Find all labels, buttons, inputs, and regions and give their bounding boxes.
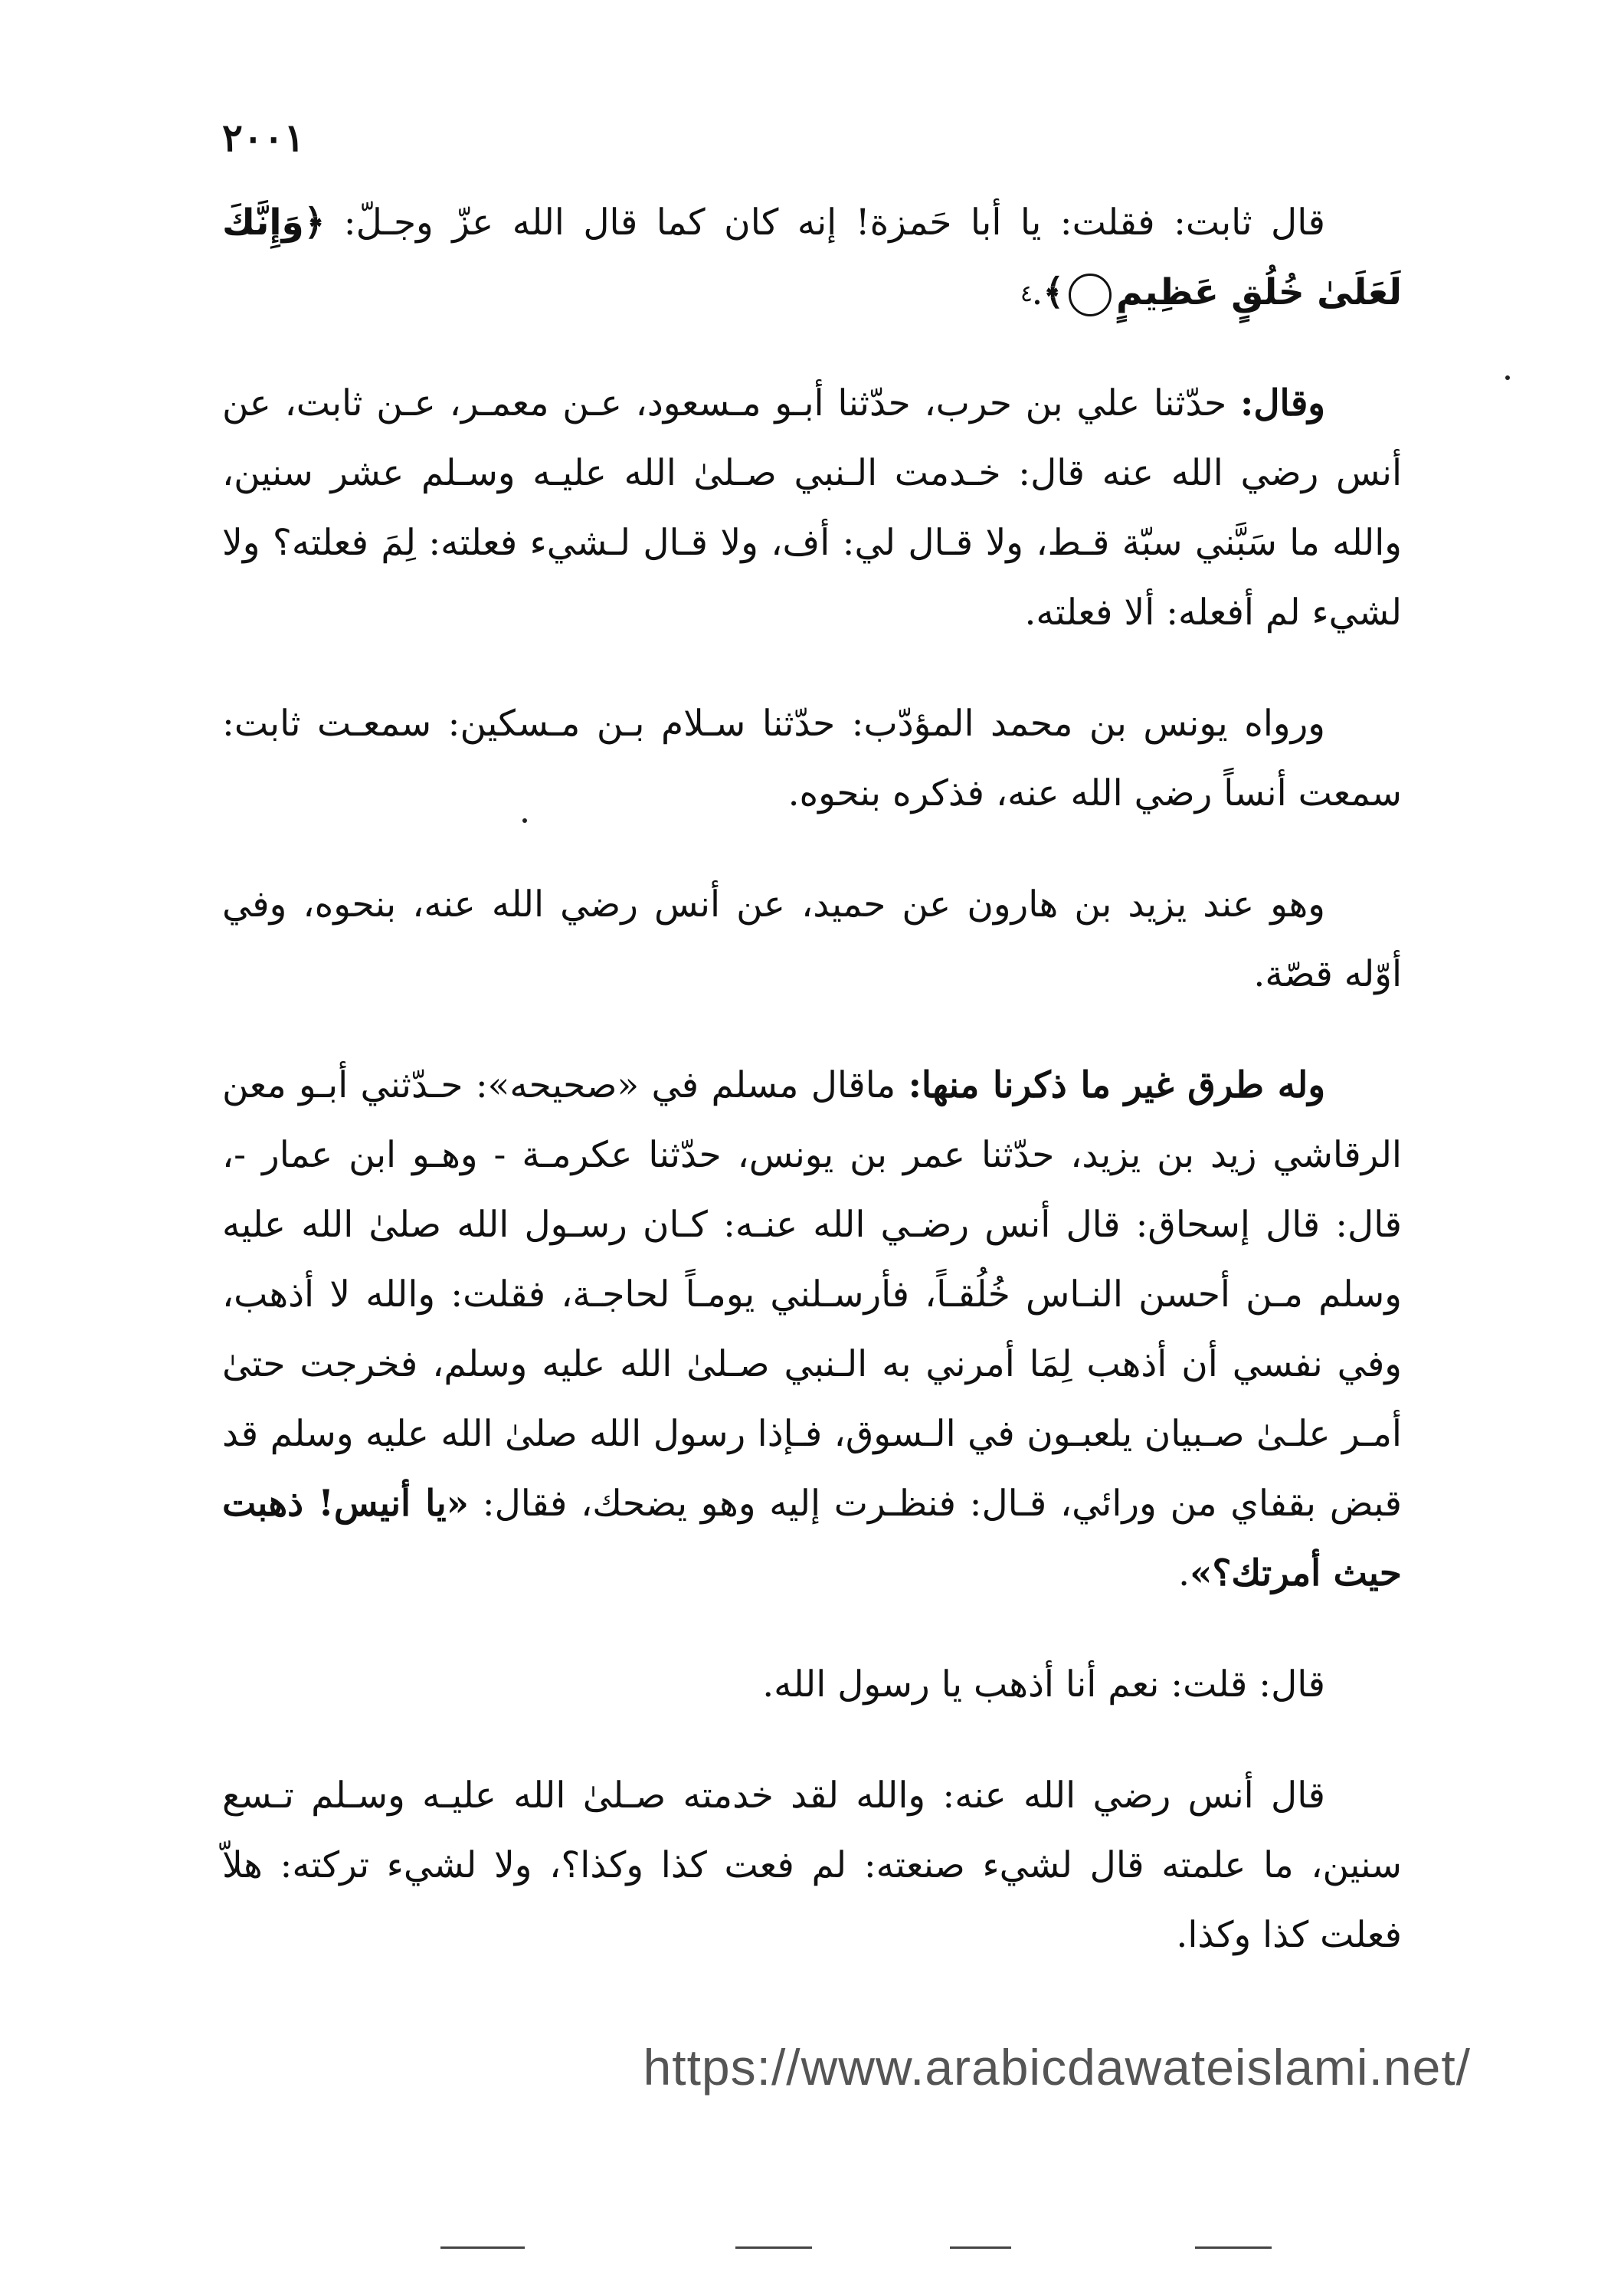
paragraph-6 <box>222 1650 1402 1719</box>
paragraph-text: حدّثنا علي بن حرب، حدّثنا أبـو مـسعود، عـن معمـر، عـن ثابت، عن أنس رضي الله عنه قال: خـدمت الـنبي صـلىٰ الله عليـه وسـلم عشر سنين، والله ما سَبَّني سبّة قـط، ولا قـال لي: أف، ولا قـال لـشيء فعلته: لِمَ فعلته؟ ولا لشيء لم أفعله: ألا فعلته. <box>222 382 1402 634</box>
hadith-quote: «يا أنيس! ذهبت حيث أمرتك؟» <box>222 1483 1402 1594</box>
paragraph-text: قال أنس رضي الله عنه: والله لقد خدمته صـلىٰ الله عليـه وسـلم تـسع سنين، ما علمته قال لشيء صنعته: لم فعت كذا وكذا؟، ولا لشيء تركته: هلاّ فعلت كذا وكذا. <box>222 1775 1402 1956</box>
scan-speck <box>1505 375 1510 380</box>
footer-rule <box>735 2246 812 2249</box>
quran-verse: ﴿وَإِنَّكَ لَعَلَىٰ خُلُقٍ عَظِيمٍ <box>222 202 1402 313</box>
paragraph-7 <box>222 1761 1402 1970</box>
paragraph-text: قال ثابت: فقلت: يا أبا حَمزة! إنه كان كما قال الله عزّ وجـلّ: <box>325 202 1325 244</box>
paragraph-5 <box>222 1050 1402 1608</box>
paragraph-1 <box>222 188 1402 327</box>
watermark-url: https://www.arabicdawateislami.net/ <box>643 2039 1471 2096</box>
paragraph-text: ورواه يونس بن محمد المؤدّب: حدّثنا سـلام بـن مـسكين: سمعـت ثابت: سمعت أنساً رضي الله عنه، فذكره بنحوه. <box>222 703 1402 814</box>
paragraph-lead: وله طرق غير ما ذكرنا منها: <box>908 1064 1326 1106</box>
page-number: ٢٠٠١ <box>222 115 305 160</box>
paragraph-lead: وقال: <box>1240 382 1325 424</box>
footer-rule <box>440 2246 525 2249</box>
scan-speck <box>522 818 527 823</box>
paragraph-text: وهو عند يزيد بن هارون عن حميد، عن أنس رضي الله عنه، بنحوه، وفي أوّله قصّة. <box>222 883 1402 995</box>
paragraph-tail: . <box>1031 271 1043 313</box>
paragraph-3 <box>222 689 1402 828</box>
footer-rule <box>1195 2246 1272 2249</box>
quran-close-bracket: ﴾ <box>1043 271 1064 313</box>
paragraph-text: ماقال مسلم في «صحيحه»: حـدّثني أبـو معن الرقاشي زيد بن يزيد، حدّثنا عمر بن يونس، حدّثنا عكرمـة - وهـو ابن عمار -، قال: قال إسحاق: قال أنس رضـي الله عنـه: كـان رسـول الله صلىٰ الله عليه وسلم مـن أحسن النـاس خُلُقـاً، فأرسـلني يومـاً لحاجـة، فقلت: والله لا أذهب، وفي نفسي أن أذهب لِمَا أمرني به الـنبي صـلىٰ الله عليه وسلم، فخرجت حتىٰ أمـر علـىٰ صـبيان يلعبـون في الـسوق، فـإذا رسول الله صلىٰ الله عليه وسلم قد قبض بقفاي من ورائي، قـال: فنظـرت إليه وهو يضحك، فقال: <box>222 1064 1402 1525</box>
paragraph-text: قال: قلت: نعم أنا أذهب يا رسول الله. <box>762 1663 1325 1706</box>
paragraph-2 <box>222 369 1402 647</box>
ayah-number-icon: ٤ <box>1069 274 1112 316</box>
paragraph-4 <box>222 870 1402 1009</box>
footer-rule <box>950 2246 1011 2249</box>
page-body <box>222 188 1402 2011</box>
paragraph-tail: . <box>1178 1552 1190 1594</box>
